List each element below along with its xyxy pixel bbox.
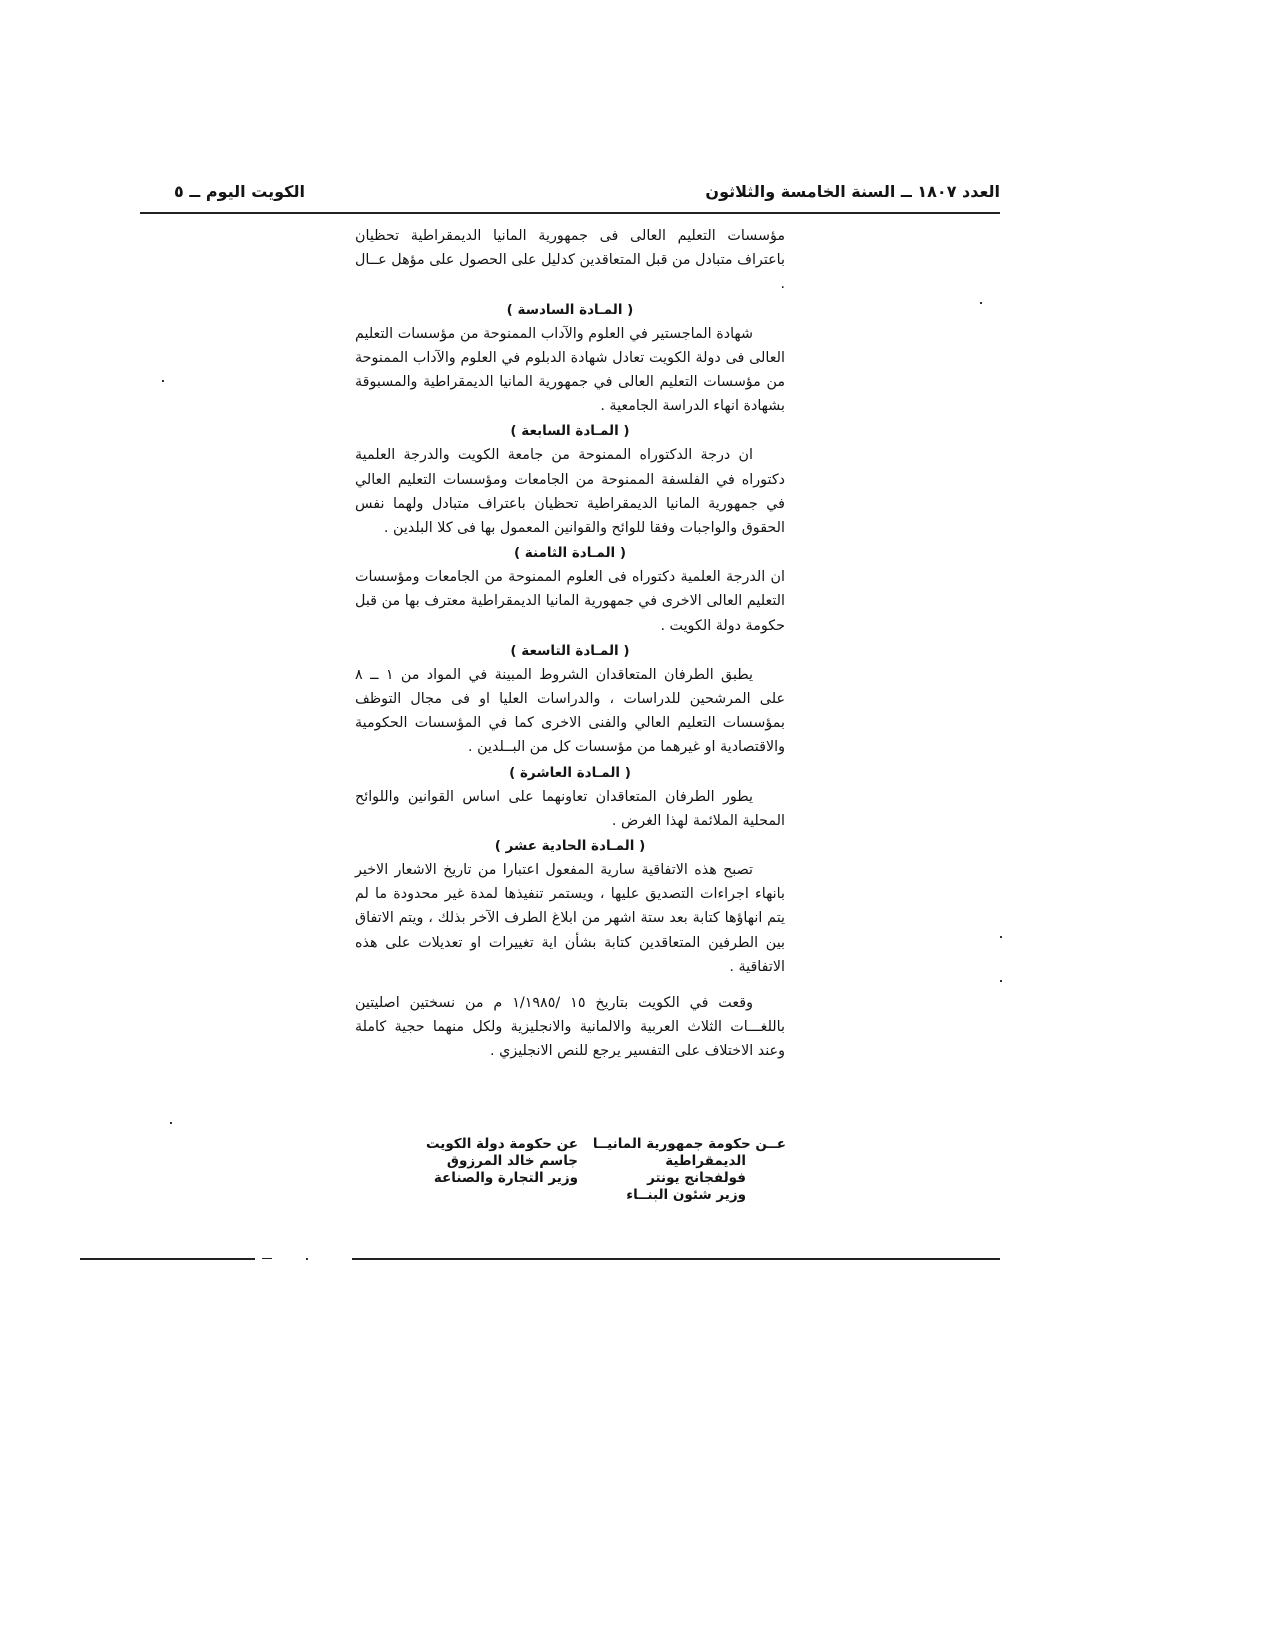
article-11-text: تصبح هذه الاتفاقية سارية المفعول اعتبارا من تاريخ الاشعار الاخير بانهاء اجراءات التصديق عليها ، ويستمر تنفيذها لمدة غير محدودة ما لم يتم انهاؤها كتابة بعد ستة اشهر من ابلاغ الطرف الآخر بذلك ، ويتم الاتفاق بين الطرفين المتعاقدين كتابة بشأن اية تغييرات او تعديلات على هذه الاتفاقية . (355, 862, 785, 975)
article-9-heading: ( المـادة التاسعة ) (510, 642, 630, 659)
article-10-text: يطور الطرفان المتعاقدان تعاونهما على اساس القوانين واللوائح المحلية الملائمة لهذا الغرض . (355, 788, 785, 829)
article-11-heading: ( المـادة الحادية عشر ) (494, 838, 646, 855)
header-rule (140, 212, 1000, 214)
intro-paragraph: مؤسسات التعليم العالى فى جمهورية المانيا الديمقراطية تحظيان باعتراف متبادل من قبل المتعاقدين كدليل على الحصول على مؤهل عــال . (355, 228, 785, 293)
article-6-heading: ( المـادة السادسة ) (506, 301, 634, 318)
article-8-heading: ( المـادة الثامنة ) (513, 545, 627, 562)
germany-government-line-2: الديمقراطية (665, 1153, 746, 1169)
germany-signatory-title: وزير شئون البنــاء (626, 1187, 746, 1203)
footer-rule-left (80, 1258, 255, 1260)
article-8-text: ان الدرجة العلمية دكتوراه فى العلوم الممنوحة من الجامعات ومؤسسات التعليم العالى الاخرى في جمهورية المانيا الديمقراطية معترف بها من قبل حكومة دولة الكويت . (355, 569, 785, 634)
signature-germany (586, 1136, 786, 1204)
document-body (355, 224, 785, 1064)
signatures (378, 1136, 786, 1216)
scan-speck (170, 1122, 172, 1124)
kuwait-government-line: عن حكومة دولة الكويت (425, 1136, 578, 1152)
germany-signatory-name: فولفجانج يونتر (647, 1170, 746, 1186)
article-7-text: ان درجة الدكتوراه الممنوحة من جامعة الكويت والدرجة العلمية دكتوراه في الفلسفة الممنوحة من الجامعات ومؤسسات التعليم العالي في جمهورية المانيا الديمقراطية تحظيان باعتراف متبادل ولهما نفس الحقوق والواجبات وفقا للوائح والقوانين المعمول بها فى كلا البلدين . (355, 447, 785, 537)
page-header (140, 180, 1000, 210)
scan-speck (980, 302, 982, 304)
article-10-heading: ( المـادة العاشرة ) (509, 764, 631, 781)
germany-government-line: عــن حكومة جمهورية المانيــا (592, 1136, 786, 1152)
scan-speck (1000, 936, 1002, 938)
article-6-text: شهادة الماجستير في العلوم والآداب الممنوحة من مؤسسات التعليم العالى فى دولة الكويت تعادل شهادة الدبلوم في العلوم والآداب الممنوحة من مؤسسات التعليم العالى في جمهورية المانيا الديمقراطية والمسبوقة بشهادة انهاء الدراسة الجامعية . (355, 325, 785, 415)
footer-rule-right (352, 1258, 1000, 1260)
closing-paragraph: وقعت في الكويت بتاريخ ١٥ /١/١٩٨٥ م من نسختين اصليتين باللغـــات الثلاث العربية والالمانية والانجليزية ولكل منهما حجية كاملة وعند الاختلاف على التفسير يرجع للنص الانجليزي . (355, 995, 785, 1060)
signature-kuwait (378, 1136, 578, 1187)
page-info: الكويت اليوم ــ ٥ (174, 182, 305, 201)
kuwait-signatory-name: جاسم خالد المرزوق (446, 1153, 578, 1169)
scan-speck (1000, 980, 1002, 982)
scan-speck (306, 1258, 308, 1260)
article-7-heading: ( المـادة السابعة ) (510, 423, 630, 440)
scan-speck (162, 380, 164, 382)
kuwait-signatory-title: وزير التجارة والصناعة (433, 1170, 578, 1186)
issue-info: العدد ١٨٠٧ ــ السنة الخامسة والثلاثون (705, 182, 1000, 201)
footer-rule-fragment (262, 1258, 272, 1259)
article-9-text: يطبق الطرفان المتعاقدان الشروط المبينة في المواد من ١ ــ ٨ على المرشحين للدراسات ، والدراسات العليا او فى مجال التوظف بمؤسسات التعليم العالي والفنى الاخرى كما في المؤسسات الحكومية والاقتصادية او غيرهما من مؤسسات كل من البــلدين . (355, 666, 785, 756)
